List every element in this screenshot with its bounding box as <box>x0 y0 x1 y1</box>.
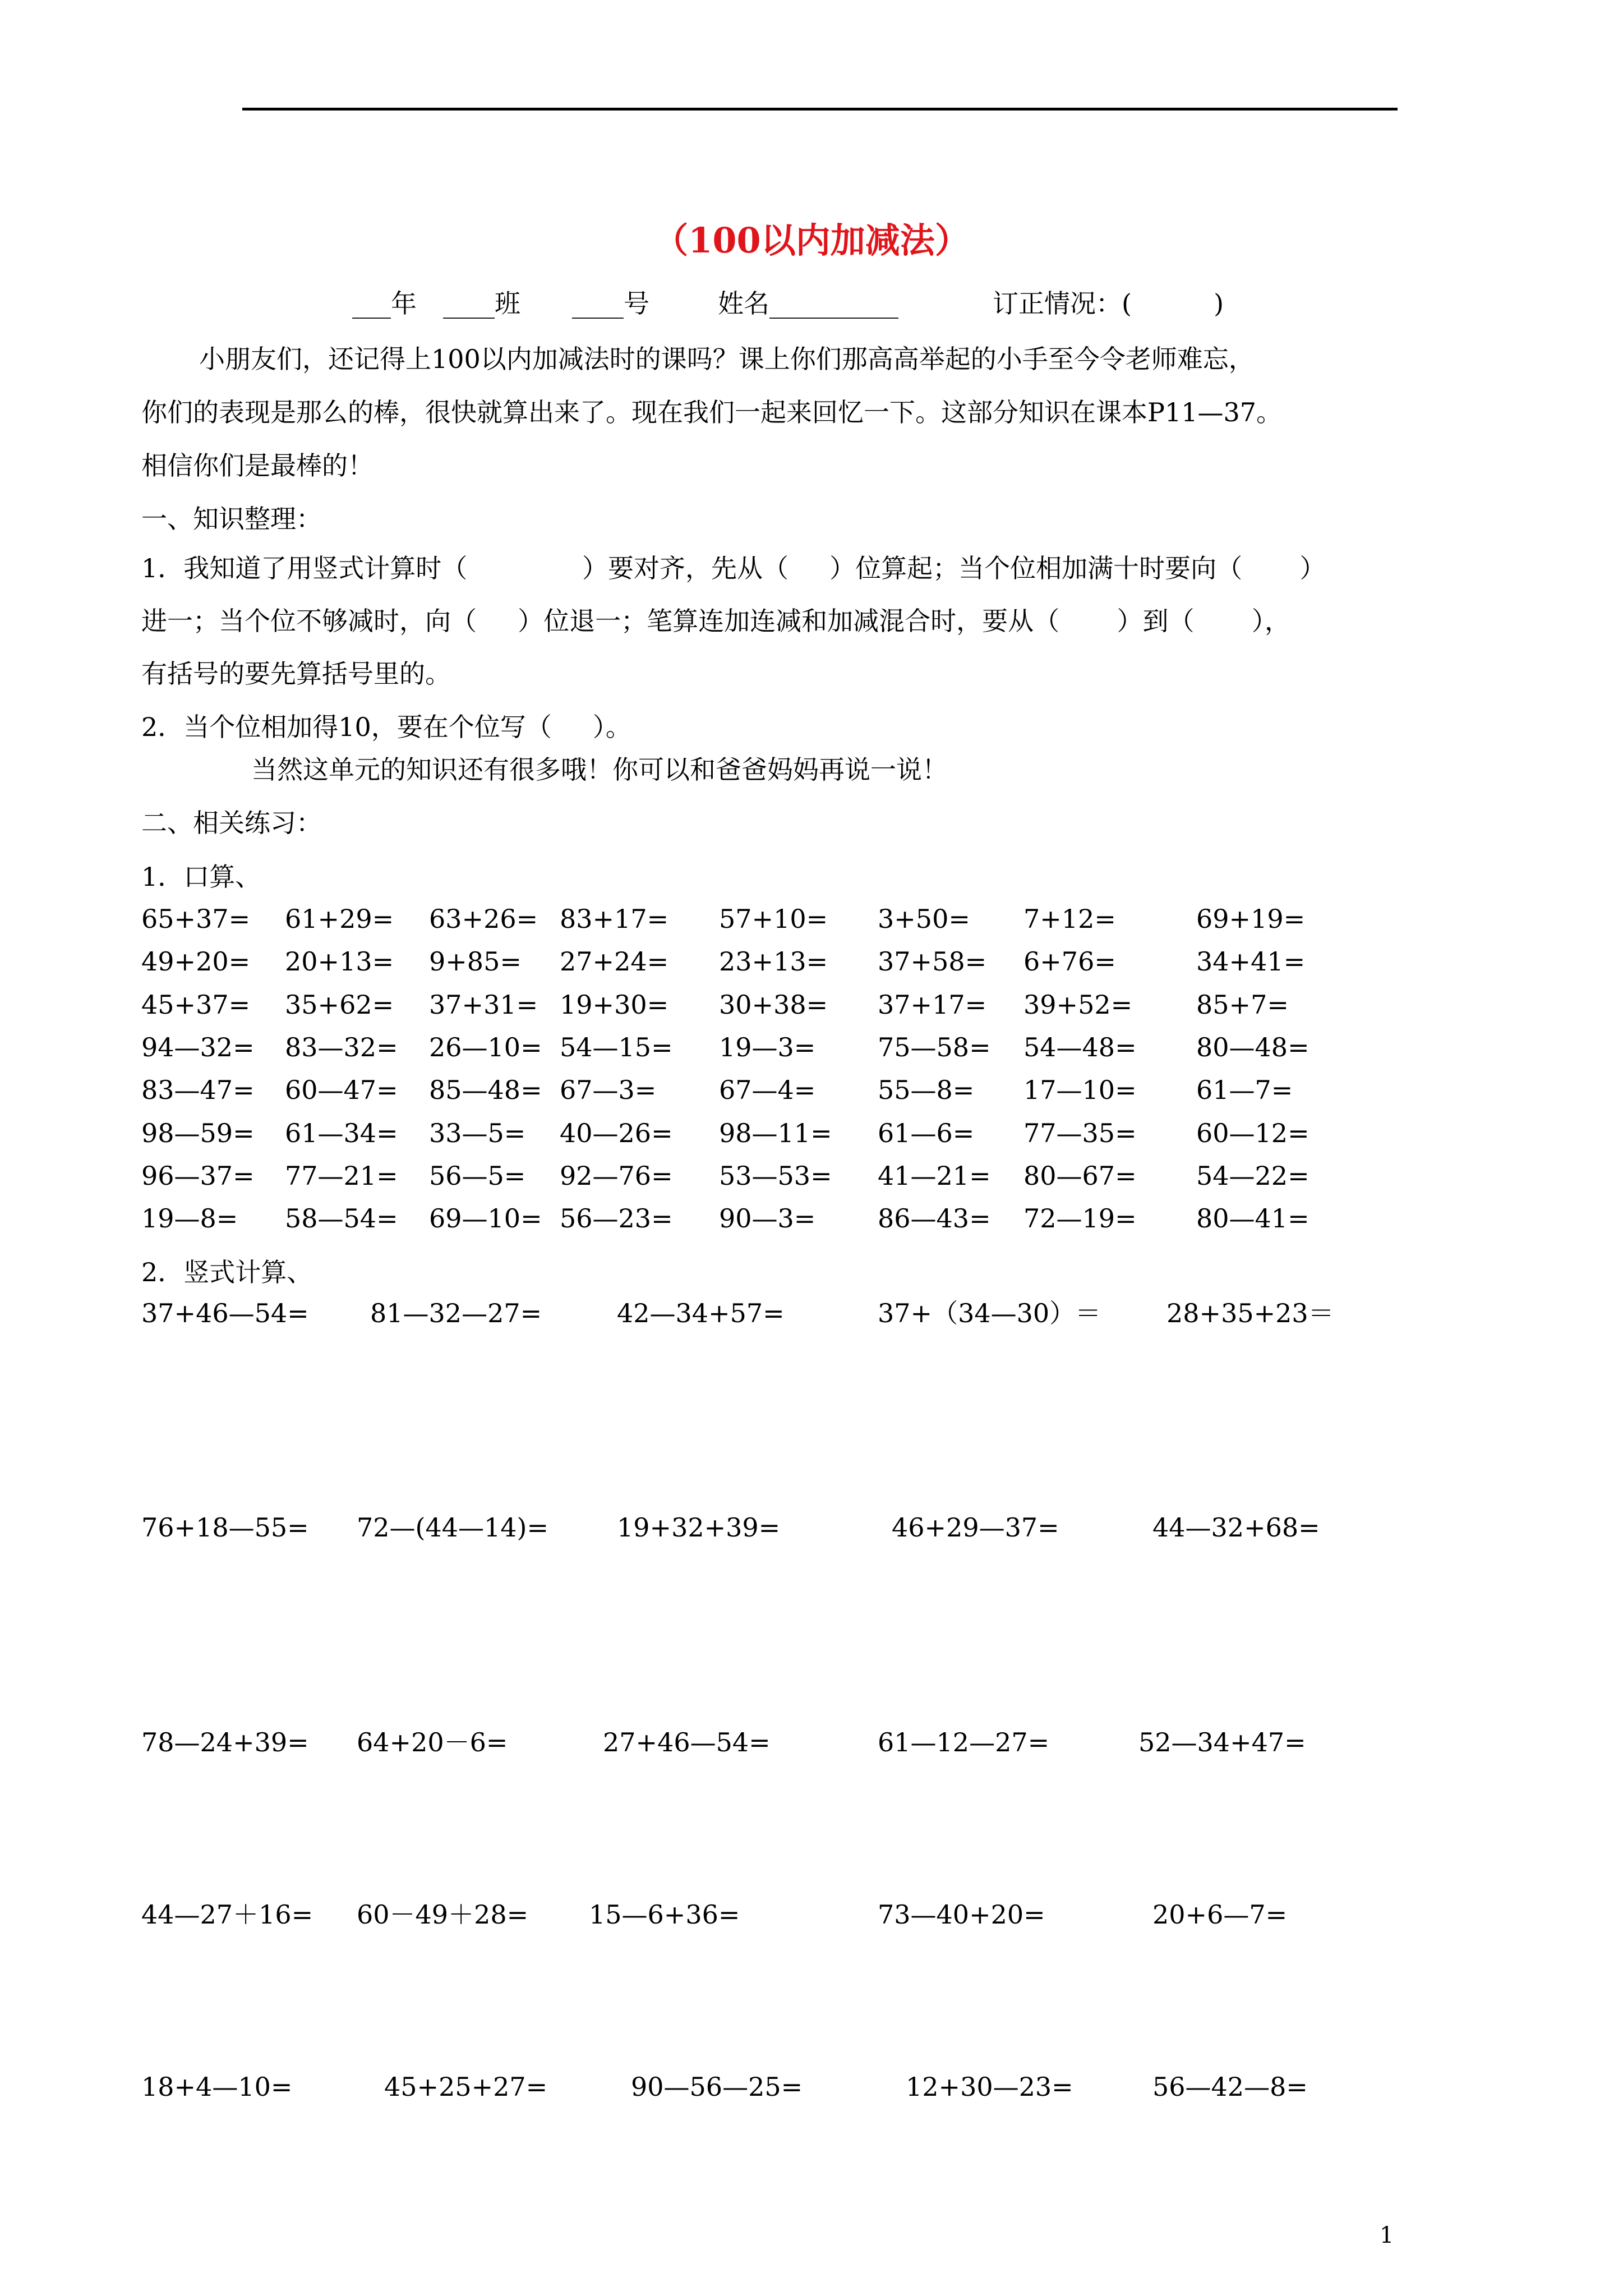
oral-problem: 61—34= <box>285 1118 398 1148</box>
oral-problem: 56—5= <box>429 1161 526 1191</box>
oral-problem: 67—4= <box>719 1075 816 1105</box>
written-problem: 44—32+68= <box>1152 1512 1320 1543</box>
knowledge-line: 进一；当个位不够减时，向（ ）位退一；笔算连加连减和加减混合时，要从（ ）到（ ）， <box>141 606 1290 636</box>
oral-problem: 92—76= <box>560 1161 673 1191</box>
oral-problem: 83—47= <box>141 1075 255 1105</box>
written-problem: 37+（34—30）＝ <box>878 1298 1101 1328</box>
knowledge-line: 有括号的要先算括号里的。 <box>141 659 451 689</box>
intro-line: 小朋友们，还记得上100以内加减法时的课吗？课上你们那高高举起的小手至今令老师难忘， <box>199 344 1255 374</box>
oral-problem: 3+50= <box>878 904 970 934</box>
oral-problem: 9+85= <box>429 946 522 977</box>
oral-problem: 45+37= <box>141 990 251 1020</box>
oral-problem: 54—15= <box>560 1032 673 1062</box>
oral-problem: 34+41= <box>1196 946 1306 977</box>
oral-problem: 96—37= <box>141 1161 255 1191</box>
oral-problem: 80—67= <box>1023 1161 1137 1191</box>
oral-problem: 69—10= <box>429 1203 542 1234</box>
oral-problem: 90—3= <box>719 1203 816 1234</box>
written-problem: 37+46—54= <box>141 1298 309 1328</box>
oral-problem: 77—21= <box>285 1161 398 1191</box>
written-problem: 78—24+39= <box>141 1727 309 1757</box>
written-heading: 2．竖式计算、 <box>141 1257 313 1287</box>
written-problem: 46+29—37= <box>892 1512 1059 1543</box>
written-problem: 12+30—23= <box>906 2072 1073 2102</box>
oral-problem: 85—48= <box>429 1075 542 1105</box>
oral-problem: 61—6= <box>878 1118 975 1148</box>
worksheet-title: （100以内加减法） <box>653 220 970 261</box>
oral-problem: 20+13= <box>285 946 394 977</box>
written-problem: 81—32—27= <box>370 1298 542 1328</box>
written-problem: 76+18—55= <box>141 1512 309 1543</box>
oral-problem: 49+20= <box>141 946 251 977</box>
oral-problem: 55—8= <box>878 1075 975 1105</box>
intro-line: 相信你们是最棒的！ <box>141 450 374 481</box>
oral-problem: 77—35= <box>1023 1118 1137 1148</box>
oral-problem: 98—59= <box>141 1118 255 1148</box>
oral-problem: 40—26= <box>560 1118 673 1148</box>
header-rule <box>242 108 1398 111</box>
written-problem: 44—27＋16= <box>141 1899 313 1930</box>
oral-problem: 80—48= <box>1196 1032 1310 1062</box>
oral-problem: 63+26= <box>429 904 538 934</box>
oral-problem: 6+76= <box>1023 946 1116 977</box>
oral-problem: 58—54= <box>285 1203 398 1234</box>
oral-problem: 26—10= <box>429 1032 542 1062</box>
oral-problem: 17—10= <box>1023 1075 1137 1105</box>
oral-problem: 37+31= <box>429 990 538 1020</box>
oral-heading: 1．口算、 <box>141 862 261 892</box>
section2-heading: 二、相关练习： <box>141 808 322 838</box>
knowledge-line: 1．我知道了用竖式计算时（ ）要对齐，先从（ ）位算起；当个位相加满十时要向（ ） <box>141 553 1326 583</box>
written-problem: 20+6—7= <box>1152 1899 1288 1930</box>
written-problem: 56—42—8= <box>1152 2072 1308 2102</box>
oral-problem: 69+19= <box>1196 904 1306 934</box>
oral-problem: 54—22= <box>1196 1161 1310 1191</box>
oral-problem: 19—3= <box>719 1032 816 1062</box>
oral-problem: 67—3= <box>560 1075 657 1105</box>
section1-heading: 一、知识整理： <box>141 504 322 534</box>
oral-problem: 61+29= <box>285 904 394 934</box>
written-problem: 42—34+57= <box>617 1298 785 1328</box>
oral-problem: 30+38= <box>719 990 828 1020</box>
oral-problem: 7+12= <box>1023 904 1116 934</box>
intro-line: 你们的表现是那么的棒，很快就算出来了。现在我们一起来回忆一下。这部分知识在课本P11—37。 <box>141 397 1283 427</box>
oral-problem: 85+7= <box>1196 990 1289 1020</box>
name-field: 姓名__________ <box>718 288 898 319</box>
oral-problem: 23+13= <box>719 946 828 977</box>
oral-problem: 19+30= <box>560 990 669 1020</box>
written-problem: 27+46—54= <box>603 1727 771 1757</box>
knowledge-item-2: 2．当个位相加得10，要在个位写（ ）。 <box>141 712 631 742</box>
written-problem: 73—40+20= <box>878 1899 1045 1930</box>
grade-field: ___年 <box>352 288 417 319</box>
oral-problem: 41—21= <box>878 1161 991 1191</box>
oral-problem: 75—58= <box>878 1032 991 1062</box>
oral-problem: 98—11= <box>719 1118 832 1148</box>
correction-field: 订正情况：( ) <box>993 288 1224 319</box>
written-problem: 64+20－6= <box>357 1727 508 1757</box>
oral-problem: 61—7= <box>1196 1075 1293 1105</box>
oral-problem: 37+17= <box>878 990 987 1020</box>
oral-problem: 83+17= <box>560 904 669 934</box>
number-field: ____号 <box>572 288 649 319</box>
oral-problem: 65+37= <box>141 904 251 934</box>
oral-problem: 60—47= <box>285 1075 398 1105</box>
written-problem: 72—(44—14)= <box>357 1512 549 1543</box>
oral-problem: 94—32= <box>141 1032 255 1062</box>
oral-problem: 37+58= <box>878 946 987 977</box>
encouragement-note: 当然这单元的知识还有很多哦！你可以和爸爸妈妈再说一说！ <box>251 754 948 785</box>
oral-problem: 80—41= <box>1196 1203 1310 1234</box>
oral-problem: 57+10= <box>719 904 828 934</box>
class-field: ____班 <box>443 288 520 319</box>
written-problem: 60－49＋28= <box>357 1899 529 1930</box>
oral-problem: 83—32= <box>285 1032 398 1062</box>
written-problem: 18+4—10= <box>141 2072 293 2102</box>
oral-problem: 60—12= <box>1196 1118 1310 1148</box>
written-problem: 90—56—25= <box>631 2072 803 2102</box>
written-problem: 28+35+23＝ <box>1166 1298 1334 1328</box>
written-problem: 45+25+27= <box>384 2072 548 2102</box>
oral-problem: 33—5= <box>429 1118 526 1148</box>
written-problem: 52—34+47= <box>1138 1727 1306 1757</box>
oral-problem: 72—19= <box>1023 1203 1137 1234</box>
oral-problem: 27+24= <box>560 946 669 977</box>
oral-problem: 39+52= <box>1023 990 1133 1020</box>
oral-problem: 54—48= <box>1023 1032 1137 1062</box>
written-problem: 61—12—27= <box>878 1727 1050 1757</box>
written-problem: 15—6+36= <box>589 1899 740 1930</box>
oral-problem: 86—43= <box>878 1203 991 1234</box>
oral-problem: 19—8= <box>141 1203 238 1234</box>
written-problem: 19+32+39= <box>617 1512 781 1543</box>
oral-problem: 35+62= <box>285 990 394 1020</box>
oral-problem: 56—23= <box>560 1203 673 1234</box>
page-number: 1 <box>1380 2223 1394 2248</box>
oral-problem: 53—53= <box>719 1161 832 1191</box>
